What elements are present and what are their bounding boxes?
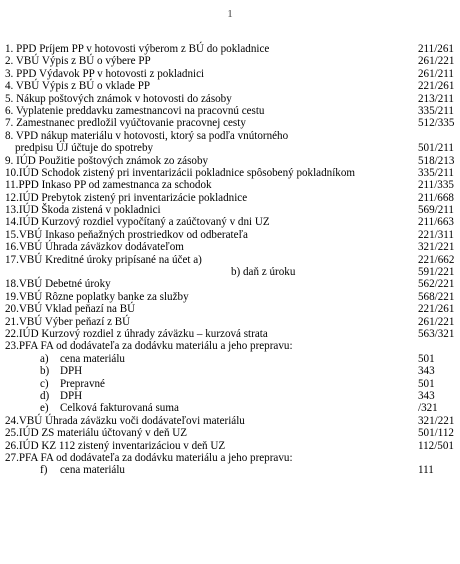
entry-text xyxy=(40,390,82,402)
entry-row xyxy=(5,415,459,427)
account-code: 501 xyxy=(418,352,435,365)
entry-text: 20.VBÚ Vklad peňazí na BÚ xyxy=(5,303,136,316)
entry-text: 24.VBÚ Úhrada záväzku voči dodávateľovi materiálu xyxy=(5,414,245,427)
entry-row xyxy=(5,155,459,167)
entry-text: 6. Vyplatenie preddavku zamestnancovi na pracovnú cestu xyxy=(5,104,265,117)
account-code: 321/221 xyxy=(418,414,455,427)
entry-text: 21.VBÚ Výber peňazí z BÚ xyxy=(5,315,131,328)
entry-letter: a) xyxy=(40,352,49,365)
entry-letter: c) xyxy=(40,377,49,390)
account-code: 261/221 xyxy=(418,55,455,68)
entry-text: 25.IÚD ZS materiálu účtovaný v deň UZ xyxy=(5,427,188,440)
entry-row xyxy=(5,55,459,67)
entry-text: 26.IÚD KZ 112 zistený inventarizáciou v deň UZ xyxy=(5,439,226,452)
account-code: /321 xyxy=(418,402,438,415)
account-code: 211/335 xyxy=(418,179,454,192)
account-code: 213/211 xyxy=(418,92,454,105)
entry-text: 16.VBÚ Úhrada záväzkov dodávateľom xyxy=(5,241,184,254)
entry-text: 11.PPD Inkaso PP od zamestnanca za schodok xyxy=(5,179,212,192)
account-code: 321/221 xyxy=(418,241,455,254)
entry-text: 18.VBÚ Debetné úroky xyxy=(5,278,111,291)
entry-letter: d) xyxy=(40,389,50,402)
entry-row xyxy=(5,204,459,216)
entry-row xyxy=(5,130,459,142)
entry-text xyxy=(40,353,125,365)
entry-text: 14.IÚD Kurzový rozdiel vypočítaný a zaúčtovaný v dni UZ xyxy=(5,216,270,229)
entry-letter: e) xyxy=(40,402,49,415)
entry-text: 7. Zamestnanec predložil vyúčtovanie pracovnej cesty xyxy=(5,117,246,130)
entry-label: cena materiálu xyxy=(60,352,125,365)
entry-text: 22.IÚD Kurzový rozdiel z úhrady záväzku – kurzová strata xyxy=(5,327,268,340)
account-code: 562/221 xyxy=(418,278,455,291)
account-code: 343 xyxy=(418,365,435,378)
entry-text: 3. PPD Výdavok PP v hotovosti z pokladnici xyxy=(5,67,205,80)
entry-row xyxy=(5,427,459,439)
account-code: 111 xyxy=(418,464,434,477)
account-code: 501 xyxy=(418,377,435,390)
account-code: 335/211 xyxy=(418,166,454,179)
entry-row xyxy=(5,303,459,315)
entry-letter: b) xyxy=(40,365,50,378)
entry-row xyxy=(5,93,459,105)
entry-text xyxy=(40,378,105,390)
entry-text: 2. VBÚ Výpis z BÚ o výbere PP xyxy=(5,55,151,68)
entry-row xyxy=(5,192,459,204)
entry-text: 10.IÚD Schodok zistený pri inventarizácii pokladnice spôsobený pokladníkom xyxy=(5,166,355,179)
account-code: 335/211 xyxy=(418,104,454,117)
account-code: 512/335 xyxy=(418,117,455,130)
entry-text: 15.VBÚ Inkaso peňažných prostriedkov od odberateľa xyxy=(5,228,248,241)
account-code: 221/662 xyxy=(418,253,455,266)
entry-text: 13.IÚD Škoda zistená v pokladnici xyxy=(5,204,161,217)
account-code: 569/211 xyxy=(418,204,454,217)
account-code: 343 xyxy=(418,389,435,402)
entry-row xyxy=(5,179,459,191)
entry-text xyxy=(40,464,125,476)
entry-row xyxy=(5,378,459,390)
account-code: 112/501 xyxy=(418,439,454,452)
entry-text: 19.VBÚ Rôzne poplatky banke za služby xyxy=(5,290,189,303)
entry-text: 5. Nákup poštových známok v hotovosti do zásoby xyxy=(5,92,232,105)
entry-label: cena materiálu xyxy=(60,464,125,477)
entry-row xyxy=(5,117,459,129)
account-code: 221/311 xyxy=(418,228,454,241)
page-number: 1 xyxy=(227,8,233,20)
entry-text: 23.PFA FA od dodávateľa za dodávku materiálu a jeho prepravu: xyxy=(5,340,293,353)
account-code: 501/112 xyxy=(418,427,454,440)
entry-text: 9. IÚD Použitie poštových známok zo zásoby xyxy=(5,154,209,167)
entry-row xyxy=(5,68,459,80)
accounting-entries-list xyxy=(5,43,459,477)
account-code: 261/211 xyxy=(418,67,454,80)
entry-text: 1. PPD Príjem PP v hotovosti výberom z BÚ do pokladnice xyxy=(5,43,270,55)
entry-row xyxy=(5,241,459,253)
entry-row xyxy=(5,464,459,476)
entry-row xyxy=(5,340,459,352)
account-code: 518/213 xyxy=(418,154,455,167)
entry-row xyxy=(5,43,459,55)
account-code: 563/321 xyxy=(418,327,455,340)
account-code: 211/668 xyxy=(418,191,454,204)
entry-row xyxy=(5,278,459,290)
entry-text: predpisu ÚJ účtuje do spotreby xyxy=(15,142,154,155)
entry-row xyxy=(5,365,459,377)
entry-label: DPH xyxy=(60,365,83,378)
entry-row xyxy=(5,266,459,278)
entry-text: 27.PFA FA od dodávateľa za dodávku materiálu a jeho prepravu: xyxy=(5,451,293,464)
entry-row xyxy=(5,452,459,464)
entry-row xyxy=(5,254,459,266)
entry-text xyxy=(40,402,179,414)
entry-row xyxy=(5,216,459,228)
entry-row xyxy=(5,353,459,365)
entry-label: Prepravné xyxy=(60,377,105,390)
entry-row xyxy=(5,291,459,303)
entry-text: 12.IÚD Prebytok zistený pri inventarizácie pokladnice xyxy=(5,191,248,204)
entry-row xyxy=(5,80,459,92)
entry-text: 8. VPD nákup materiálu v hotovosti, ktorý sa podľa vnútorného xyxy=(5,129,289,142)
entry-text xyxy=(40,365,82,377)
entry-row xyxy=(5,390,459,402)
entry-row xyxy=(5,167,459,179)
account-code: 221/261 xyxy=(418,303,455,316)
entry-row xyxy=(5,142,459,154)
entry-label: DPH xyxy=(60,389,83,402)
entry-row xyxy=(5,328,459,340)
entry-row xyxy=(5,402,459,414)
entry-text: 4. VBÚ Výpis z BÚ o vklade PP xyxy=(5,80,151,93)
account-code: 221/261 xyxy=(418,80,455,93)
account-code: 211/261 xyxy=(418,43,454,55)
entry-row xyxy=(5,316,459,328)
entry-row xyxy=(5,440,459,452)
entry-row xyxy=(5,229,459,241)
account-code: 568/221 xyxy=(418,290,455,303)
account-code: 261/221 xyxy=(418,315,455,328)
entry-letter: f) xyxy=(40,464,48,477)
entry-text: 17.VBÚ Kreditné úroky pripísané na účet a) xyxy=(5,253,202,266)
account-code: 501/211 xyxy=(418,142,454,155)
account-code: 211/663 xyxy=(418,216,454,229)
entry-row xyxy=(5,105,459,117)
account-code: 591/221 xyxy=(418,266,455,279)
entry-text: b) daň z úroku xyxy=(231,266,296,279)
entry-label: Celková fakturovaná suma xyxy=(60,402,179,415)
